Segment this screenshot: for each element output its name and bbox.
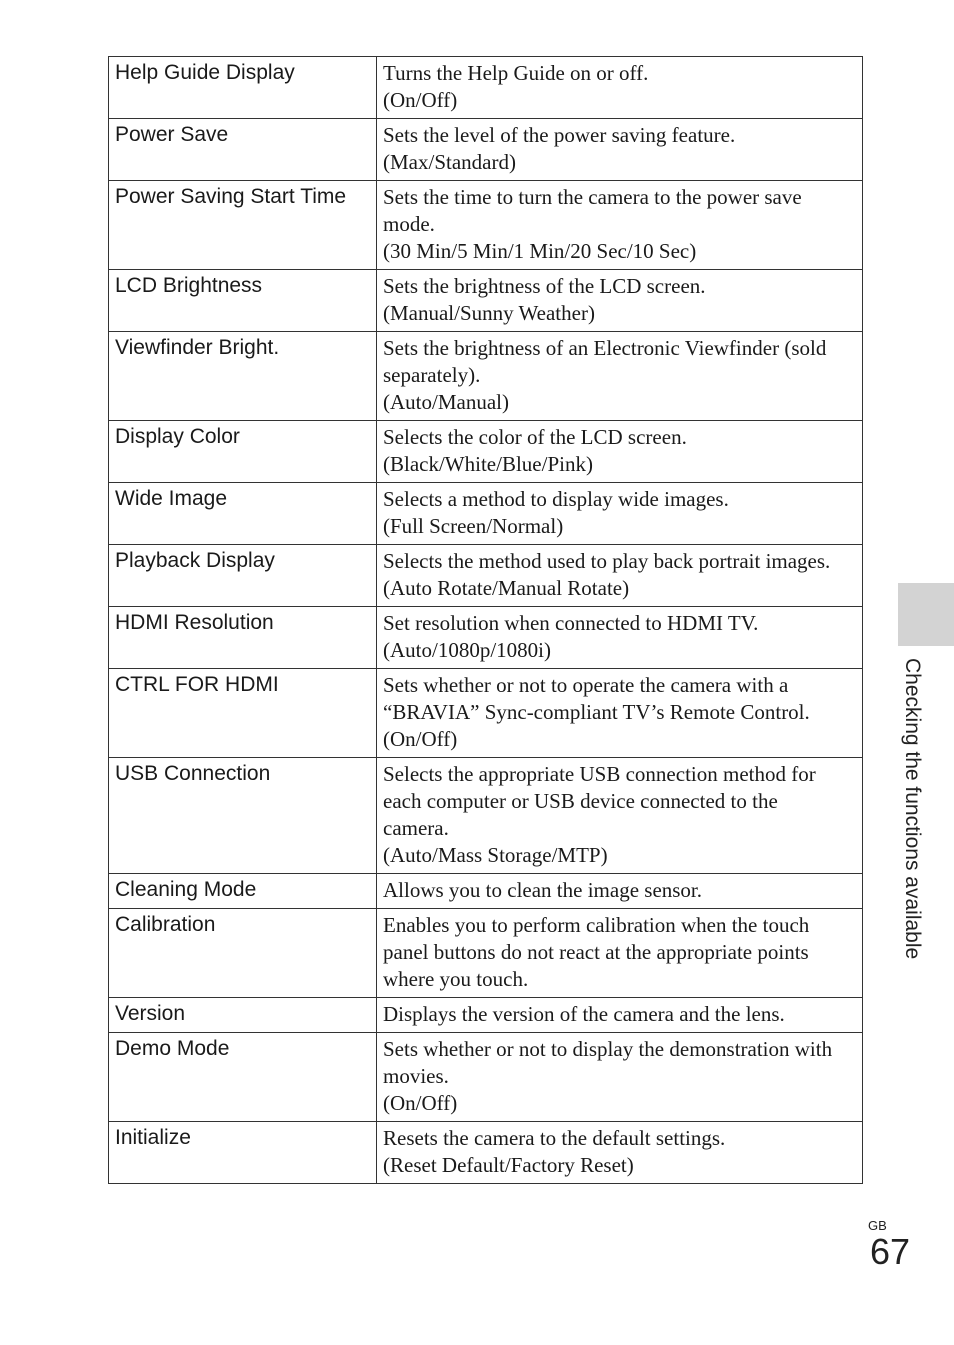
description-line: Selects the method used to play back portrait images. [383,549,831,573]
setting-description [377,607,863,669]
setting-name: Playback Display [109,545,377,607]
setting-name: LCD Brightness [109,270,377,332]
section-tab-marker [898,583,954,646]
description-line: (On/Off) [383,88,458,112]
description-line: (Auto/1080p/1080i) [383,638,551,662]
table-row [109,421,863,483]
setting-name: Initialize [109,1122,377,1184]
setting-name: USB Connection [109,758,377,874]
description-line: Selects the appropriate USB connection method for [383,762,816,786]
setting-name: Help Guide Display [109,57,377,119]
table-row [109,607,863,669]
setting-name: CTRL FOR HDMI [109,669,377,758]
setting-name: Wide Image [109,483,377,545]
setting-description [377,669,863,758]
description-line: Allows you to clean the image sensor. [383,878,703,902]
setting-name: HDMI Resolution [109,607,377,669]
table-row [109,57,863,119]
setting-name: Demo Mode [109,1033,377,1122]
settings-table [108,56,863,1184]
table-row [109,1122,863,1184]
description-line: Resets the camera to the default settings. [383,1126,726,1150]
page-region-code: GB [868,1218,887,1233]
description-line: Sets the level of the power saving feature. [383,123,736,147]
setting-description [377,483,863,545]
setting-description [377,1033,863,1122]
description-line: Sets whether or not to display the demonstration with [383,1037,833,1061]
table-row [109,119,863,181]
description-line: “BRAVIA” Sync-compliant TV’s Remote Control. [383,700,810,724]
setting-name: Version [109,998,377,1033]
setting-description [377,332,863,421]
description-line: (Max/Standard) [383,150,516,174]
description-line: Sets the brightness of an Electronic Viewfinder (sold [383,336,827,360]
table-row [109,270,863,332]
table-row [109,483,863,545]
setting-description [377,57,863,119]
table-row [109,545,863,607]
setting-description [377,421,863,483]
table-row [109,758,863,874]
description-line: movies. [383,1064,449,1088]
description-line: (30 Min/5 Min/1 Min/20 Sec/10 Sec) [383,239,697,263]
description-line: separately). [383,363,481,387]
setting-description [377,545,863,607]
setting-name: Display Color [109,421,377,483]
description-line: (Full Screen/Normal) [383,514,564,538]
settings-table-body [109,57,863,1184]
description-line: Enables you to perform calibration when the touch [383,913,810,937]
setting-name: Power Saving Start Time [109,181,377,270]
description-line: (Auto/Manual) [383,390,509,414]
description-line: panel buttons do not react at the appropriate points [383,940,809,964]
setting-description [377,1122,863,1184]
description-line: each computer or USB device connected to the [383,789,778,813]
description-line: (On/Off) [383,1091,458,1115]
description-line: Turns the Help Guide on or off. [383,61,649,85]
description-line: (On/Off) [383,727,458,751]
description-line: (Reset Default/Factory Reset) [383,1153,634,1177]
description-line: (Auto/Mass Storage/MTP) [383,843,608,867]
setting-description [377,181,863,270]
setting-description [377,874,863,909]
table-row [109,909,863,998]
setting-name: Viewfinder Bright. [109,332,377,421]
setting-description [377,119,863,181]
setting-description [377,909,863,998]
setting-name: Cleaning Mode [109,874,377,909]
setting-description [377,998,863,1033]
description-line: Sets the time to turn the camera to the power save [383,185,802,209]
setting-name: Calibration [109,909,377,998]
description-line: mode. [383,212,435,236]
description-line: where you touch. [383,967,529,991]
description-line: (Black/White/Blue/Pink) [383,452,593,476]
section-tab-label: Checking the functions available [901,658,924,960]
setting-description [377,758,863,874]
table-row [109,1033,863,1122]
description-line: Displays the version of the camera and the lens. [383,1002,785,1026]
setting-description [377,270,863,332]
setting-name: Power Save [109,119,377,181]
table-row [109,332,863,421]
description-line: camera. [383,816,449,840]
page-number: 67 [870,1231,911,1272]
description-line: Sets whether or not to operate the camera with a [383,673,789,697]
table-row [109,874,863,909]
table-row [109,669,863,758]
description-line: Set resolution when connected to HDMI TV. [383,611,759,635]
description-line: (Manual/Sunny Weather) [383,301,595,325]
description-line: (Auto Rotate/Manual Rotate) [383,576,630,600]
description-line: Sets the brightness of the LCD screen. [383,274,706,298]
table-row [109,998,863,1033]
table-row [109,181,863,270]
description-line: Selects the color of the LCD screen. [383,425,687,449]
description-line: Selects a method to display wide images. [383,487,729,511]
